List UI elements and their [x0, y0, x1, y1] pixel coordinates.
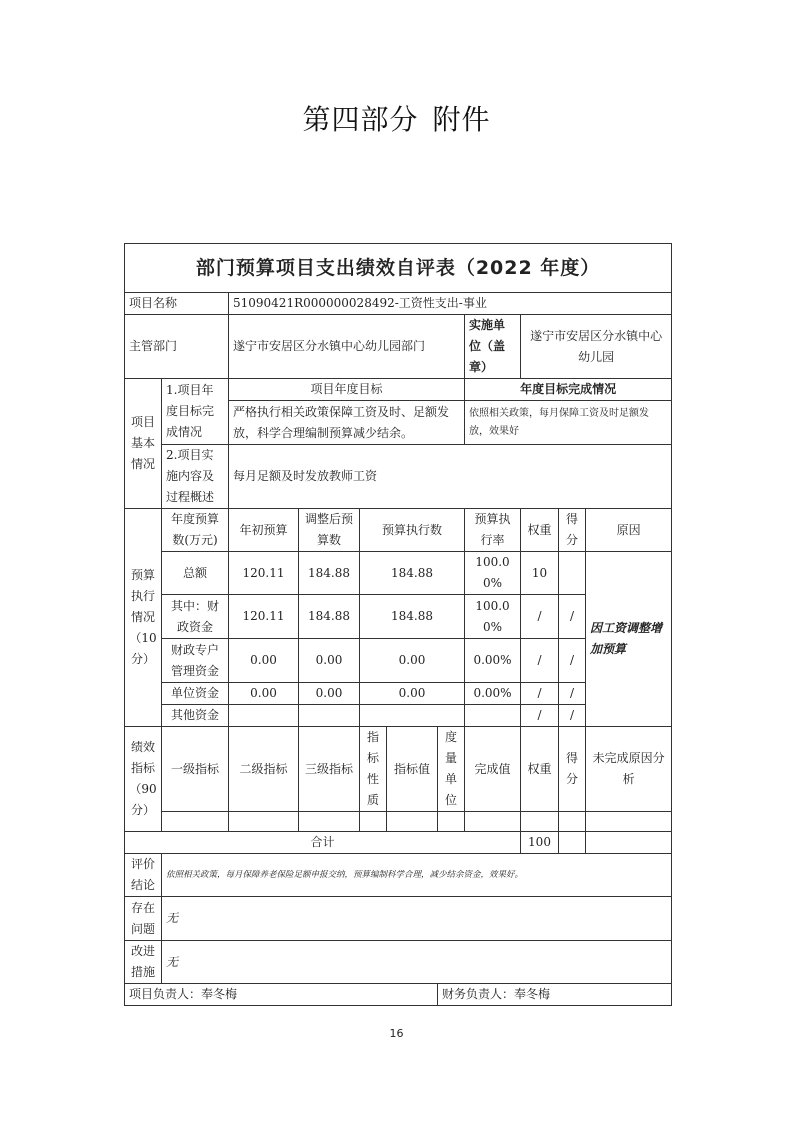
initial-value: 120.11	[229, 595, 299, 639]
budget-header: 权重	[521, 509, 559, 552]
title-part: 附件	[432, 103, 491, 136]
row-label: 其他资金	[162, 705, 229, 727]
issues-label: 存在问题	[125, 897, 162, 941]
completion-header: 年度目标完成情况	[465, 379, 672, 401]
row-label: 总额	[162, 552, 229, 595]
score-value: /	[559, 683, 586, 705]
conclusion-label: 评价结论	[125, 854, 162, 897]
executed-value: 184.88	[360, 552, 465, 595]
goal-header: 项目年度目标	[229, 379, 465, 401]
initial-value: 0.00	[229, 639, 299, 683]
perf-header: 三级指标	[299, 727, 360, 812]
weight-value: /	[521, 639, 559, 683]
executed-value	[360, 705, 465, 727]
conclusion-text: 依照相关政策，每月保障养老保险足额申报交纳，预算编制科学合理，减少结余资金，效果好。	[162, 854, 672, 897]
perf-empty-row	[125, 812, 672, 832]
supervisor-value: 遂宁市安居区分水镇中心幼儿园部门	[229, 315, 465, 379]
budget-row	[125, 552, 672, 595]
initial-value: 0.00	[229, 683, 299, 705]
completion-text: 依照相关政策，每月保障工资及时足额发放，效果好	[465, 401, 672, 445]
score-value: /	[559, 639, 586, 683]
rate-value: 0.00%	[465, 683, 521, 705]
improve-text: 无	[162, 941, 672, 984]
form-title: 部门预算项目支出绩效自评表（2022 年度）	[125, 244, 672, 293]
executed-value: 0.00	[360, 683, 465, 705]
implementer-label: 实施单位（盖章）	[465, 315, 521, 379]
adjusted-value	[299, 705, 360, 727]
row-label: 财政专户管理资金	[162, 639, 229, 683]
impl-label: 2.项目实施内容及过程概述	[162, 445, 229, 509]
performance-section-label: 绩效指标（90分）	[125, 727, 162, 832]
weight-value: /	[521, 595, 559, 639]
score-value	[559, 552, 586, 595]
total-label: 合计	[125, 832, 521, 854]
budget-header: 预算执行率	[465, 509, 521, 552]
rate-value	[465, 705, 521, 727]
page-number: 16	[389, 1027, 404, 1040]
initial-value: 120.11	[229, 552, 299, 595]
weight-value: 10	[521, 552, 559, 595]
adjusted-value: 0.00	[299, 639, 360, 683]
supervisor-label: 主管部门	[125, 315, 229, 379]
weight-value: /	[521, 683, 559, 705]
perf-header: 权重	[521, 727, 559, 812]
page-title	[0, 98, 793, 138]
goal-text: 严格执行相关政策保障工资及时、足额发放，科学合理编制预算减少结余。	[229, 401, 465, 445]
perf-header: 指标性质	[360, 727, 387, 812]
initial-value	[229, 705, 299, 727]
adjusted-value: 184.88	[299, 552, 360, 595]
perf-header: 指标值	[387, 727, 438, 812]
basic-section-label: 项目基本情况	[125, 379, 162, 509]
project-lead: 项目负责人：奉冬梅	[125, 984, 438, 1006]
self-evaluation-table	[124, 243, 672, 1006]
perf-header: 完成值	[465, 727, 521, 812]
executed-value: 184.88	[360, 595, 465, 639]
budget-section-label: 预算执行情况（10分）	[125, 509, 162, 727]
rate-value: 100.00%	[465, 552, 521, 595]
rate-value: 100.00%	[465, 595, 521, 639]
executed-value: 0.00	[360, 639, 465, 683]
title-part: 第四部分	[302, 103, 419, 136]
implementer-value: 遂宁市安居区分水镇中心幼儿园	[521, 315, 672, 379]
impl-text: 每月足额及时发放教师工资	[229, 445, 672, 509]
goal-label: 1.项目年度目标完成情况	[162, 379, 229, 445]
adjusted-value: 0.00	[299, 683, 360, 705]
adjusted-value: 184.88	[299, 595, 360, 639]
perf-header: 二级指标	[229, 727, 299, 812]
score-value: /	[559, 595, 586, 639]
improve-label: 改进措施	[125, 941, 162, 984]
perf-header: 度量单位	[438, 727, 465, 812]
issues-text: 无	[162, 897, 672, 941]
budget-header: 原因	[586, 509, 672, 552]
project-name: 51090421R000000028492-工资性支出-事业	[229, 293, 672, 315]
budget-header: 调整后预算数	[299, 509, 360, 552]
budget-header: 年初预算	[229, 509, 299, 552]
budget-reason: 因工资调整增加预算	[586, 552, 672, 727]
finance-lead: 财务负责人：奉冬梅	[438, 984, 672, 1006]
perf-header: 未完成原因分析	[586, 727, 672, 812]
perf-header: 得分	[559, 727, 586, 812]
score-value: /	[559, 705, 586, 727]
project-name-label: 项目名称	[125, 293, 229, 315]
budget-header: 得分	[559, 509, 586, 552]
weight-value: /	[521, 705, 559, 727]
rate-value: 0.00%	[465, 639, 521, 683]
row-label: 单位资金	[162, 683, 229, 705]
budget-header: 预算执行数	[360, 509, 465, 552]
perf-header: 一级指标	[162, 727, 229, 812]
budget-header: 年度预算数(万元)	[162, 509, 229, 552]
row-label: 其中：财政资金	[162, 595, 229, 639]
total-weight: 100	[521, 832, 559, 854]
